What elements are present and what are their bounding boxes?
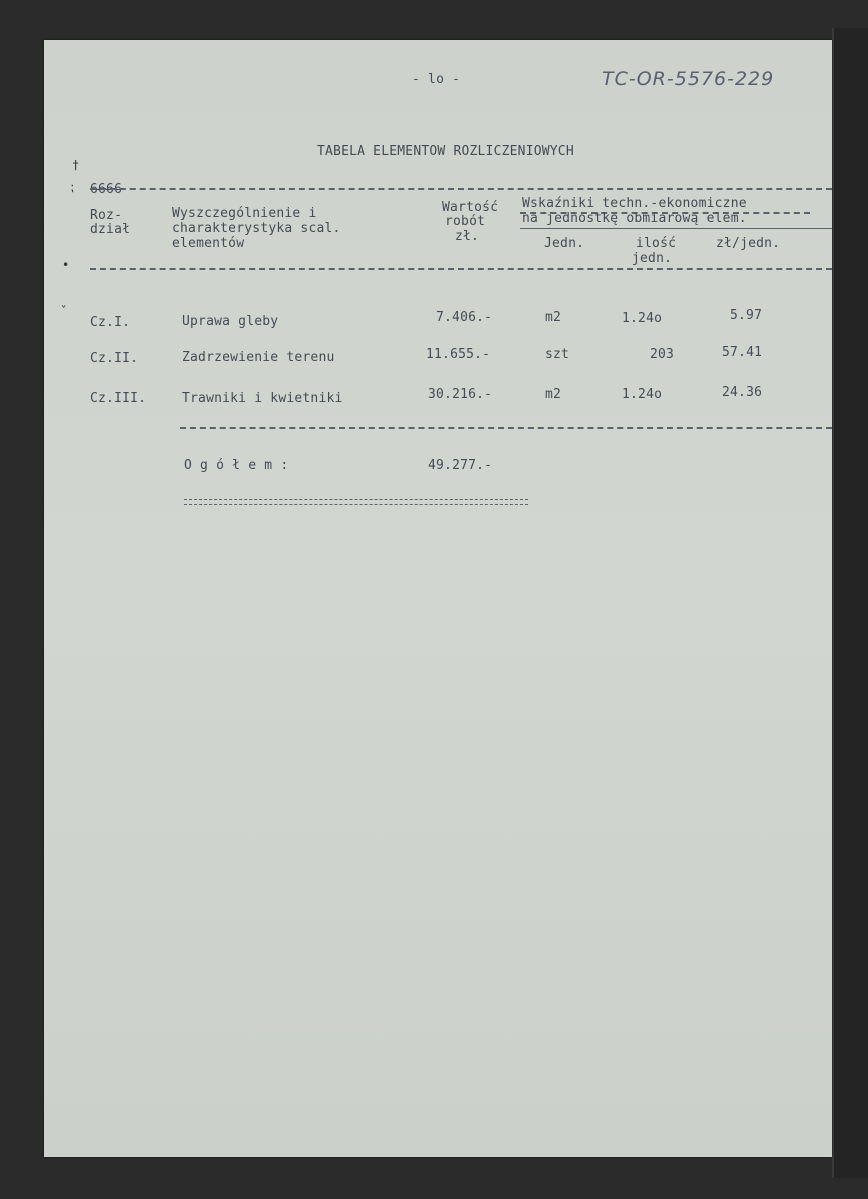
- header-wskazniki-1: Wskaźniki techn.-ekonomiczne: [522, 196, 747, 211]
- row-3-wartosc: 30.216.-: [428, 387, 493, 402]
- header-top-rule: [90, 188, 832, 190]
- margin-mark: ˇ: [60, 304, 68, 318]
- row-1-jedn: m2: [545, 310, 562, 325]
- total-top-rule: [180, 427, 832, 429]
- header-ilosc-2: jedn.: [632, 251, 673, 266]
- table-title: TABELA ELEMENTOW ROZLICZENIOWYCH: [317, 144, 574, 159]
- archive-code: TC-OR-5576-229: [602, 68, 775, 90]
- header-bottom-rule: [90, 268, 832, 270]
- row-3-zl-jedn: 24.36: [722, 385, 763, 400]
- header-jedn: Jedn.: [544, 236, 585, 251]
- row-2-zl-jedn: 57.41: [722, 345, 763, 360]
- row-1-rozdzial: Cz.I.: [90, 315, 131, 330]
- row-3-opis: Trawniki i kwietniki: [182, 391, 343, 406]
- header-wartosc-1: Wartość: [442, 200, 499, 215]
- row-1-ilosc: 1.24o: [622, 311, 663, 326]
- header-rozdzial-2: dział: [90, 222, 131, 237]
- row-2-opis: Zadrzewienie terenu: [182, 350, 335, 365]
- row-3-jedn: m2: [545, 387, 562, 402]
- row-2-jedn: szt: [545, 347, 570, 362]
- header-wartosc-2: robót: [445, 214, 486, 229]
- page-number: - lo -: [412, 72, 461, 87]
- margin-mark: •: [62, 258, 70, 272]
- total-double-rule: [184, 499, 528, 505]
- row-1-zl-jedn: 5.97: [730, 308, 763, 323]
- header-wyszczegolnienie-3: elementów: [172, 236, 245, 251]
- row-3-rozdzial: Cz.III.: [90, 391, 147, 406]
- header-rozdzial-1: Roz-: [90, 208, 123, 223]
- header-wyszczegolnienie-2: charakterystyka scal.: [172, 221, 341, 236]
- binder-edge: [832, 28, 868, 1178]
- wskazniki-underline: [520, 228, 832, 229]
- struck-text: 6666: [90, 182, 123, 197]
- row-2-ilosc: 203: [650, 347, 675, 362]
- header-wskazniki-2: na jednostkę obmiarową elem.: [522, 211, 747, 226]
- total-value: 49.277.-: [428, 458, 493, 473]
- row-2-wartosc: 11.655.-: [426, 347, 491, 362]
- total-label: O g ó ł e m :: [184, 458, 289, 473]
- header-ilosc-1: ilość: [636, 236, 677, 251]
- header-zl-jedn: zł/jedn.: [716, 236, 781, 251]
- header-wartosc-3: zł.: [455, 229, 480, 244]
- header-wyszczegolnienie-1: Wyszczególnienie i: [172, 206, 317, 221]
- row-2-rozdzial: Cz.II.: [90, 351, 139, 366]
- row-1-opis: Uprawa gleby: [182, 314, 279, 329]
- row-3-ilosc: 1.24o: [622, 387, 663, 402]
- document-page: [44, 40, 832, 1157]
- row-1-wartosc: 7.406.-: [436, 310, 493, 325]
- margin-mark: †: [72, 158, 80, 172]
- margin-mark: ⁏: [70, 180, 75, 194]
